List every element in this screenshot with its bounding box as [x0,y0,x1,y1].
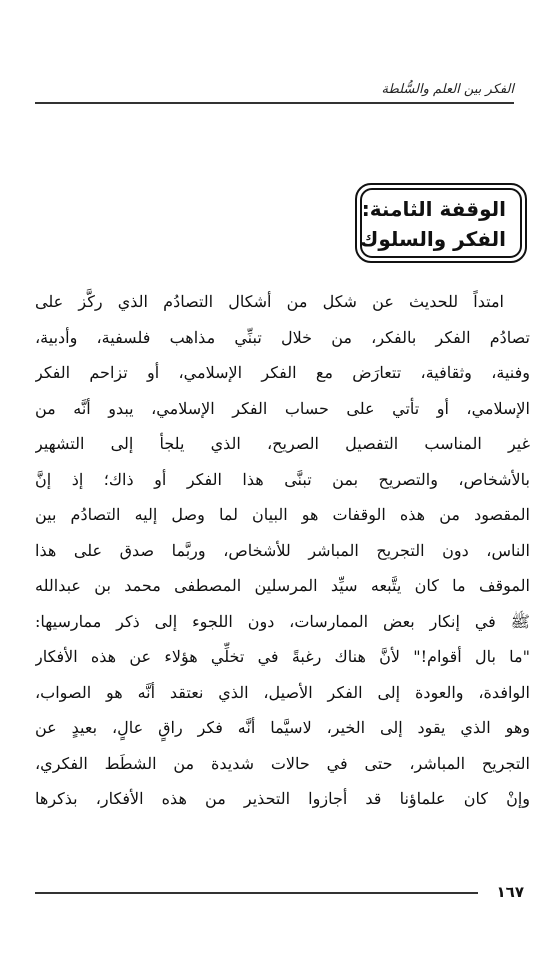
running-title: الفكر بين العلم والسُّلطة [381,82,514,97]
section-heading-inner-frame [360,188,522,258]
section-heading-line-2: الفكر والسلوك [360,227,506,251]
body-line-6: بالأشخاص، والتصريح بمن تبنَّى هذا الفكر أو ذاك؛ إذ إنَّ [35,469,530,489]
body-line-7: المقصود من هذه الوقفات هو البيان لما وصل إليه التصادُم بين [35,505,530,524]
footer-rule [35,892,478,894]
body-line-3: وفنية، وثقافية، تتعارَض مع الفكر الإسلامي، أو تزاحم الفكر [35,363,530,382]
body-line-8: الناس، دون التجريح المباشر للأشخاص، وربَّما صدق على هذا [35,540,530,560]
body-line-11: "ما بال أقوام!" لأنَّ هناك رغبةً في تخلِّي هؤلاء عن هذه الأفكار [35,647,530,666]
section-heading-line-1: الوقفة الثامنة: [361,197,506,221]
body-line-12: الوافدة، والعودة إلى الفكر الأصيل، الذي نعتقد أنَّه هو الصواب، [35,682,530,702]
body-line-4: الإسلامي، أو تأتي على حساب الفكر الإسلامي، يبدو أنَّه من [35,398,530,418]
section-heading-box [355,183,527,263]
body-line-9: الموقف ما كان يتَّبعه سيِّد المرسلين المصطفى محمد بن عبدالله [35,576,530,595]
body-line-2: تصادُم الفكر بالفكر، من خلال تبنِّي مذاهب فلسفية، وأدبية، [35,327,530,347]
body-line-1: امتداً للحديث عن شكل من أشكال التصادُم الذي ركَّز على [35,292,504,311]
body-paragraph [35,284,530,817]
page-number: ١٦٧ [496,883,524,901]
body-line-5: غير المناسب التفصيل الصريح، الذي يلجأ إلى التشهير [35,434,530,453]
header-rule [35,102,514,104]
body-line-13: وهو الذي يقود إلى الخير، لاسيَّما أنَّه فكر راقٍ عالٍ، بعيدٍ عن [35,718,530,737]
body-line-14: التجريح المباشر، حتى في حالات شديدة من الشطَط الفكري، [35,753,530,773]
body-line-10: ﷺ في إنكار بعض الممارسات، دون اللجوء إلى ذكر ممارسيها: [35,611,530,631]
page-header [35,74,514,104]
page-footer [35,882,524,902]
body-line-15: وإنْ كان علماؤنا قد أجازوا التحذير من هذه الأفكار، بذكرها [35,789,530,808]
